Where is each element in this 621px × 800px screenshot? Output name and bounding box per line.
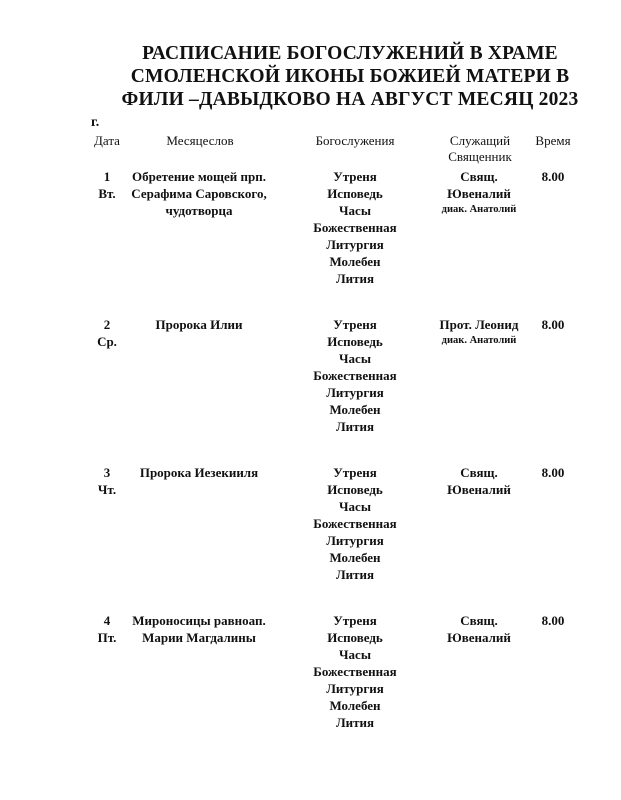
row-1-calendar <box>113 168 285 219</box>
service-item: Молебен <box>329 402 381 417</box>
row-1-clergy <box>420 168 538 217</box>
header-calendar: Месяцеслов <box>166 133 234 148</box>
clergy-line: Свящ. <box>460 465 498 480</box>
service-item: Литургия <box>326 385 384 400</box>
calendar-line: чудотворца <box>165 203 233 218</box>
clergy-line: Свящ. <box>460 169 498 184</box>
service-item: Божественная <box>313 220 397 235</box>
service-item: Часы <box>339 647 371 662</box>
service-item: Лития <box>335 567 375 582</box>
clergy-line: Ювеналий <box>447 630 511 645</box>
clergy-line: Свящ. <box>460 613 498 628</box>
row-3-clergy <box>420 464 538 498</box>
day-number: 1 <box>103 169 111 184</box>
header-clergy <box>425 133 535 165</box>
service-item: Утреня <box>333 317 377 332</box>
document-title <box>70 42 621 111</box>
day-number: 3 <box>103 465 111 480</box>
title-year-suffix: г. <box>91 115 100 130</box>
service-item: Исповедь <box>327 630 383 645</box>
row-2-clergy <box>420 316 538 348</box>
title-line-1: РАСПИСАНИЕ БОГОСЛУЖЕНИЙ В ХРАМЕ <box>142 43 558 64</box>
header-clergy-line-1: Служащий <box>449 133 511 148</box>
service-item: Утреня <box>333 169 377 184</box>
service-item: Лития <box>335 715 375 730</box>
service-item: Молебен <box>329 550 381 565</box>
row-4-time: 8.00 <box>541 613 565 628</box>
service-item: Исповедь <box>327 334 383 349</box>
service-item: Исповедь <box>327 482 383 497</box>
calendar-line: Обретение мощей прп. <box>132 169 266 184</box>
service-item: Молебен <box>329 698 381 713</box>
calendar-line: Серафима Саровского, <box>131 186 267 201</box>
weekday: Чт. <box>97 482 117 497</box>
service-item: Утреня <box>333 465 377 480</box>
weekday: Ср. <box>97 334 117 349</box>
service-item: Божественная <box>313 516 397 531</box>
title-line-2: СМОЛЕНСКОЙ ИКОНЫ БОЖИЕЙ МАТЕРИ В <box>130 66 570 87</box>
calendar-line: Пророка Илии <box>155 317 243 332</box>
service-item: Утреня <box>333 613 377 628</box>
service-item: Часы <box>339 499 371 514</box>
header-clergy-line-2: Священник <box>448 149 512 164</box>
clergy-line: Ювеналий <box>447 186 511 201</box>
deacon-line: диак. Анатолий <box>441 204 517 215</box>
row-3-time: 8.00 <box>541 465 565 480</box>
day-number: 4 <box>103 613 111 628</box>
row-4-calendar <box>113 612 285 646</box>
service-item: Божественная <box>313 368 397 383</box>
service-item: Лития <box>335 419 375 434</box>
row-4-services <box>297 612 413 731</box>
calendar-line: Пророка Иезекииля <box>139 465 259 480</box>
row-2-services <box>297 316 413 435</box>
header-time: Время <box>535 133 571 148</box>
service-item: Литургия <box>326 681 384 696</box>
day-number: 2 <box>103 317 111 332</box>
deacon-line: диак. Анатолий <box>441 335 517 346</box>
weekday: Пт. <box>97 630 117 645</box>
service-item: Часы <box>339 351 371 366</box>
service-item: Лития <box>335 271 375 286</box>
row-4-clergy <box>420 612 538 646</box>
row-3-services <box>297 464 413 583</box>
service-item: Литургия <box>326 533 384 548</box>
title-line-3: ФИЛИ –ДАВЫДКОВО НА АВГУСТ МЕСЯЦ 2023 <box>121 89 579 110</box>
clergy-line: Ювеналий <box>447 482 511 497</box>
row-2-calendar <box>113 316 285 333</box>
service-item: Литургия <box>326 237 384 252</box>
service-item: Молебен <box>329 254 381 269</box>
header-date: Дата <box>94 133 120 148</box>
calendar-line: Мироносицы равноап. <box>132 613 266 628</box>
weekday: Вт. <box>98 186 116 201</box>
service-item: Исповедь <box>327 186 383 201</box>
service-item: Часы <box>339 203 371 218</box>
calendar-line: Марии Магдалины <box>142 630 256 645</box>
row-1-time: 8.00 <box>541 169 565 184</box>
service-item: Божественная <box>313 664 397 679</box>
clergy-line: Прот. Леонид <box>439 317 519 332</box>
row-3-calendar <box>113 464 285 481</box>
row-2-time: 8.00 <box>541 317 565 332</box>
row-1-services <box>297 168 413 287</box>
header-services: Богослужения <box>315 133 395 148</box>
